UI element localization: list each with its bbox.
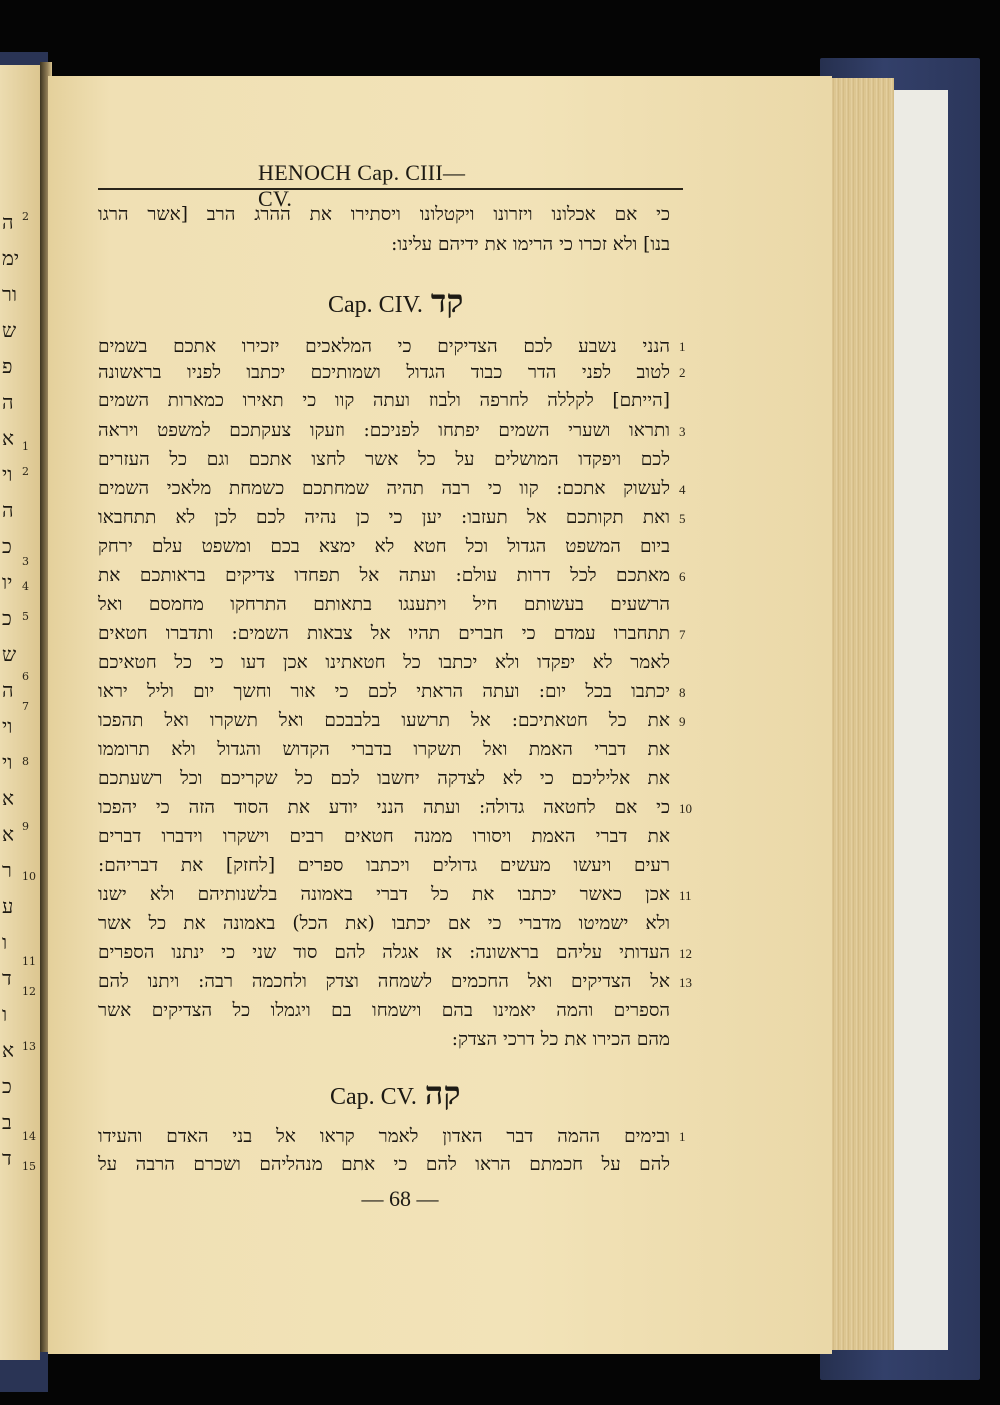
text-line: תתחברו עמדם כי חברים תהיו אל צבאות השמים: ותדברו חטאים bbox=[98, 623, 670, 644]
text-line: ובימים ההמה דבר האדון לאמר קראו אל בני האדם והעידו bbox=[98, 1126, 670, 1147]
left-page-fragment: ד bbox=[2, 966, 12, 990]
text-line: אל הצדיקים ואל החכמים לשמחה וצדק ולחכמה רבה: ויתנו להם bbox=[98, 971, 670, 992]
left-page-fragment: ב bbox=[2, 1110, 12, 1134]
chapter-label: Cap. CIV. bbox=[328, 292, 423, 318]
left-page-number: 2 bbox=[22, 210, 29, 223]
verse-number: 11 bbox=[679, 888, 692, 903]
left-page-fragment: וי bbox=[2, 750, 13, 774]
left-page-number: 4 bbox=[22, 580, 29, 593]
text-line: בנו] ולא זכרו כי הרימו את ידיהם עלינו: bbox=[391, 234, 670, 255]
left-page-number: 3 bbox=[22, 555, 29, 568]
left-page-fragment: כ bbox=[2, 606, 12, 630]
left-page-number: 11 bbox=[22, 955, 36, 968]
left-page-fragment: כ bbox=[2, 1074, 12, 1098]
text-line: את דברי האמת ואל תשקרו בדברי הקדוש והגדול ולא תרוממו bbox=[98, 739, 670, 760]
text-line: את דברי האמת ויסורו ממנה חטאים רבים וישקרו וידברו דברים bbox=[98, 826, 670, 847]
verse-number: 5 bbox=[679, 511, 686, 526]
left-page-fragment: א bbox=[2, 786, 15, 810]
text-line: הנני נשבע לכם הצדיקים כי המלאכים יזכירו אתכם בשמים bbox=[98, 336, 670, 357]
left-page-fragment: וי bbox=[2, 714, 13, 738]
left-page-fragment: א bbox=[2, 822, 15, 846]
text-line: ותראו ושערי השמים יפתחו לפניכם: וזעקו צעקתכם למשפט ויראה bbox=[98, 420, 670, 441]
left-page-fragment: יו bbox=[2, 570, 13, 594]
chapter-heading-105 bbox=[330, 1074, 460, 1112]
verse-number: 9 bbox=[679, 714, 686, 729]
text-line: רעים ויעשו מעשים גדולים ויכתבו ספרים [לחזק] את דבריהם: bbox=[98, 855, 670, 876]
left-page-fragment: כ bbox=[2, 534, 12, 558]
header-rule bbox=[98, 188, 683, 190]
verse-number: 1 bbox=[679, 339, 686, 354]
left-page-fragment: ה bbox=[2, 678, 14, 702]
text-line: כי אם לחטאה גדולה: ועתה הנני יודע את הסוד הזה כי יהפכו bbox=[98, 797, 670, 818]
left-page-fragment: א bbox=[2, 426, 15, 450]
chapter-heading-104 bbox=[328, 282, 463, 320]
text-line: מאתכם לכל דרות עולם: ועתה אל תפחדו צדיקים בראותכם את bbox=[98, 565, 670, 586]
text-line: ביום המשפט הגדול וכל חטא לא ימצא בכם ומשפט עלם ירחק bbox=[98, 536, 670, 557]
left-page-fragment: ו bbox=[2, 930, 8, 954]
verse-number: 1 bbox=[679, 1129, 686, 1144]
text-line: הרשעים בעשותם חיל ויתענגו בתאותם התרחקו מחמסם ואל bbox=[98, 594, 670, 615]
text-line: להם על חכמתם הראו להם כי אתם מנהליהם ושכרם הרבה על bbox=[98, 1154, 670, 1175]
left-page-fragment: פ bbox=[2, 354, 13, 378]
left-page-fragment: ר bbox=[2, 858, 12, 882]
verse-number: 8 bbox=[679, 685, 686, 700]
left-page-fragment: ע bbox=[2, 894, 14, 918]
page-number: — 68 — bbox=[361, 1186, 439, 1211]
chapter-hebrew: קה bbox=[424, 1074, 461, 1112]
left-page-fragment: ו bbox=[2, 1002, 8, 1026]
text-line: ואת תקותכם אל תעזבו: יען כי כן נהיה לכם לכן לא תתחבאו bbox=[98, 507, 670, 528]
left-page-number: 14 bbox=[22, 1130, 36, 1143]
left-page-number: 6 bbox=[22, 670, 29, 683]
text-line: לאמר לא יפקדו ולא יכתבו כל חטאתינו אכן דעו כי כל חטאיכם bbox=[98, 652, 670, 673]
text-line: לכם ויפקדו המושלים על כל אשר לחצו אתכם וגם כל העזרים bbox=[98, 449, 670, 470]
left-page-fragment: ימ bbox=[2, 246, 20, 270]
left-page-number: 2 bbox=[22, 465, 29, 478]
verse-number: 2 bbox=[679, 365, 686, 380]
flyleaf bbox=[890, 90, 948, 1350]
left-page-number: 10 bbox=[22, 870, 36, 883]
left-page-number: 7 bbox=[22, 700, 29, 713]
text-line: את אליליכם כי לא לצדקה יחשבו לכם כל שקריכם וכל רשעתכם bbox=[98, 768, 670, 789]
left-page-fragment: ור bbox=[2, 282, 17, 306]
verse-number: 7 bbox=[679, 627, 686, 642]
running-header: HENOCH Cap. CIII—CV. bbox=[258, 160, 466, 211]
left-page-fragment: וי bbox=[2, 462, 13, 486]
text-line: העדותי עליהם בראשונה: אז אגלה להם סוד שני כי ינתנו הספרים bbox=[98, 942, 670, 963]
text-line: אכן כאשר יכתבו את כל דברי באמונה בלשנותיהם ולא ישנו bbox=[98, 884, 670, 905]
text-line: את כל חטאתיכם: אל תרשעו בלבבכם ואל תשקרו ואל תהפכו bbox=[98, 710, 670, 731]
verse-number: 3 bbox=[679, 424, 686, 439]
left-page-number: 15 bbox=[22, 1160, 36, 1173]
left-page-number: 12 bbox=[22, 985, 36, 998]
left-page-fragment: ה bbox=[2, 498, 14, 522]
left-page-number: 5 bbox=[22, 610, 29, 623]
text-line: [הייתם] לקללה לחרפה ולבוז ועתה קוו כי תאירו כמארות השמים bbox=[98, 390, 670, 411]
left-page-fragment: ד bbox=[2, 1146, 12, 1170]
chapter-hebrew: קד bbox=[430, 282, 464, 320]
left-page-fragment: ה bbox=[2, 390, 14, 414]
verse-number: 13 bbox=[679, 975, 692, 990]
text-line: לעשוק אתכם: קוו כי רבה תהיה שמחתכם כשמחת מלאכי השמים bbox=[98, 478, 670, 499]
text-line: לטוב לפני הדר כבוד הגדול ושמותיכם יכתבו לפניו בראשונה bbox=[98, 362, 670, 383]
text-line: ולא ישמיטו מדברי כי אם יכתבו (את הכל) באמונה את כל אשר bbox=[98, 913, 670, 934]
left-page-number: 1 bbox=[22, 440, 29, 453]
left-page-number: 9 bbox=[22, 820, 29, 833]
left-page-number: 13 bbox=[22, 1040, 36, 1053]
text-line: יכתבו בכל יום: ועתה הראתי לכם כי אור וחשך יום וליל יראו bbox=[98, 681, 670, 702]
text-line: מהם הכירו את כל דרכי הצדק: bbox=[451, 1029, 670, 1050]
left-page-fragment: א bbox=[2, 1038, 15, 1062]
left-page-number: 8 bbox=[22, 755, 29, 768]
left-page-fragment: ה bbox=[2, 210, 14, 234]
verse-number: 12 bbox=[679, 946, 692, 961]
verse-number: 4 bbox=[679, 482, 686, 497]
left-page-fragment: ש bbox=[2, 642, 17, 666]
verse-number: 10 bbox=[679, 801, 692, 816]
text-line: הספרים והמה יאמינו בהם וישמחו בם ויגמלו כל הצדיקים אשר bbox=[98, 1000, 670, 1021]
verse-number: 6 bbox=[679, 569, 686, 584]
text-line: כי אם אכלונו ויזרונו ויקטלונו ויסתירו את ההרג הרב [אשר הרגו bbox=[98, 204, 670, 225]
chapter-label: Cap. CV. bbox=[330, 1084, 417, 1110]
left-page-fragment: ש bbox=[2, 318, 17, 342]
